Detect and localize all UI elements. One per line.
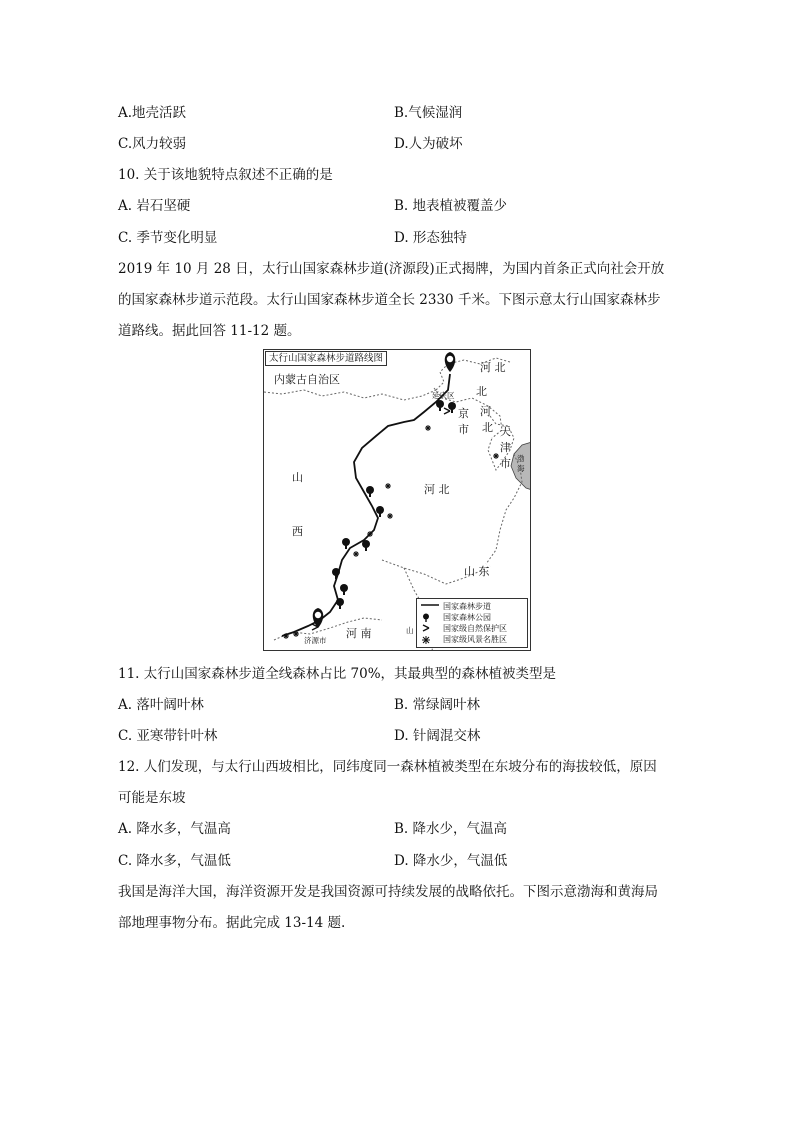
q12-stem-line2: 可能是东坡	[118, 790, 186, 806]
map-title: 太行山国家森林步道路线图	[265, 351, 387, 366]
label-yanqing: 延庆区	[432, 391, 455, 400]
q12-option-b: B. 降水少，气温高	[394, 821, 508, 837]
intro-11-12-line2: 的国家森林步道示范段。太行山国家森林步道全长 2330 千米。下图示意太行山国家森林步	[118, 292, 661, 308]
legend-label-forest-park: 国家森林公园	[443, 613, 491, 622]
intro-13-14-line2: 部地理事物分布。据此完成 13-14 题.	[118, 915, 346, 931]
q11-option-c: C. 亚寒带针叶林	[118, 728, 218, 744]
legend-label-scenic: 国家级风景名胜区	[443, 635, 507, 644]
label-shan: 山	[292, 471, 303, 484]
label-hebei-top: 河 北	[480, 361, 506, 374]
taihang-trail-map	[263, 349, 531, 651]
label-hebei-center: 河 北	[424, 483, 450, 496]
legend-label-reserve: 国家级自然保护区	[443, 624, 507, 633]
label-shi2: 市	[500, 457, 511, 470]
intro-11-12-line1: 2019 年 10 月 28 日，太行山国家森林步道(济源段)正式揭牌，为国内首条正式向社会开放	[118, 261, 665, 277]
label-jing: 京	[458, 407, 469, 420]
q11-stem: 11. 太行山国家森林步道全线森林占比 70%，其最典型的森林植被类型是	[118, 666, 557, 682]
intro-13-14-line1: 我国是海洋大国，海洋资源开发是我国资源可持续发展的战略依托。下图示意渤海和黄海局	[118, 884, 658, 900]
legend-row-reserve	[421, 624, 507, 634]
q10-option-a: A. 岩石坚硬	[118, 198, 191, 214]
label-shi: 市	[458, 423, 469, 436]
label-bei: 北	[476, 385, 487, 398]
pin-yanqing	[445, 352, 456, 372]
label-henan: 河 南	[346, 627, 372, 640]
q10-option-d: D. 形态独特	[394, 230, 467, 246]
q9-option-c: C.风力较弱	[118, 136, 187, 152]
q11-option-b: B. 常绿阔叶林	[394, 697, 481, 713]
q9-option-a: A.地壳活跃	[118, 105, 187, 121]
q9-option-d: D.人为破坏	[394, 136, 463, 152]
label-bohai-1: 渤	[517, 454, 525, 463]
legend-row-scenic	[421, 635, 507, 645]
label-bei2: 北	[482, 421, 493, 434]
label-jin: 津	[500, 441, 511, 454]
label-shan-small: 山	[406, 626, 414, 635]
q12-option-d: D. 降水少，气温低	[394, 853, 508, 869]
q12-stem-line1: 12. 人们发现，与太行山西坡相比，同纬度同一森林植被类型在东坡分布的海拔较低，原因	[118, 759, 657, 775]
q10-option-c: C. 季节变化明显	[118, 230, 218, 246]
intro-11-12-line3: 道路线。据此回答 11-12 题。	[118, 323, 301, 339]
legend-row-trail	[421, 602, 491, 612]
q12-option-a: A. 降水多，气温高	[118, 821, 231, 837]
label-xi: 西	[292, 525, 303, 538]
nature-reserve-markers	[312, 408, 450, 630]
label-shandong: 山 东	[464, 565, 490, 578]
q11-option-a: A. 落叶阔叶林	[118, 697, 204, 713]
q12-option-c: C. 降水多，气温低	[118, 853, 231, 869]
legend-label-trail: 国家森林步道	[443, 602, 491, 611]
forest-park-markers	[332, 400, 456, 609]
q10-option-b: B. 地表植被覆盖少	[394, 198, 508, 214]
legend-row-forest-park	[421, 613, 491, 623]
label-neimenggu: 内蒙古自治区	[274, 373, 340, 386]
map-legend	[416, 598, 528, 648]
label-he: 河	[480, 405, 491, 418]
forest-trail	[282, 374, 450, 636]
q9-option-b: B.气候湿润	[394, 105, 463, 121]
label-bohai-2: 海	[517, 464, 525, 473]
label-jiyuan: 济源市	[304, 636, 327, 645]
label-tian: 天	[500, 425, 511, 438]
border-neimenggu	[264, 390, 436, 400]
q11-option-d: D. 针阔混交林	[394, 728, 481, 744]
q10-stem: 10. 关于该地貌特点叙述不正确的是	[118, 167, 333, 183]
